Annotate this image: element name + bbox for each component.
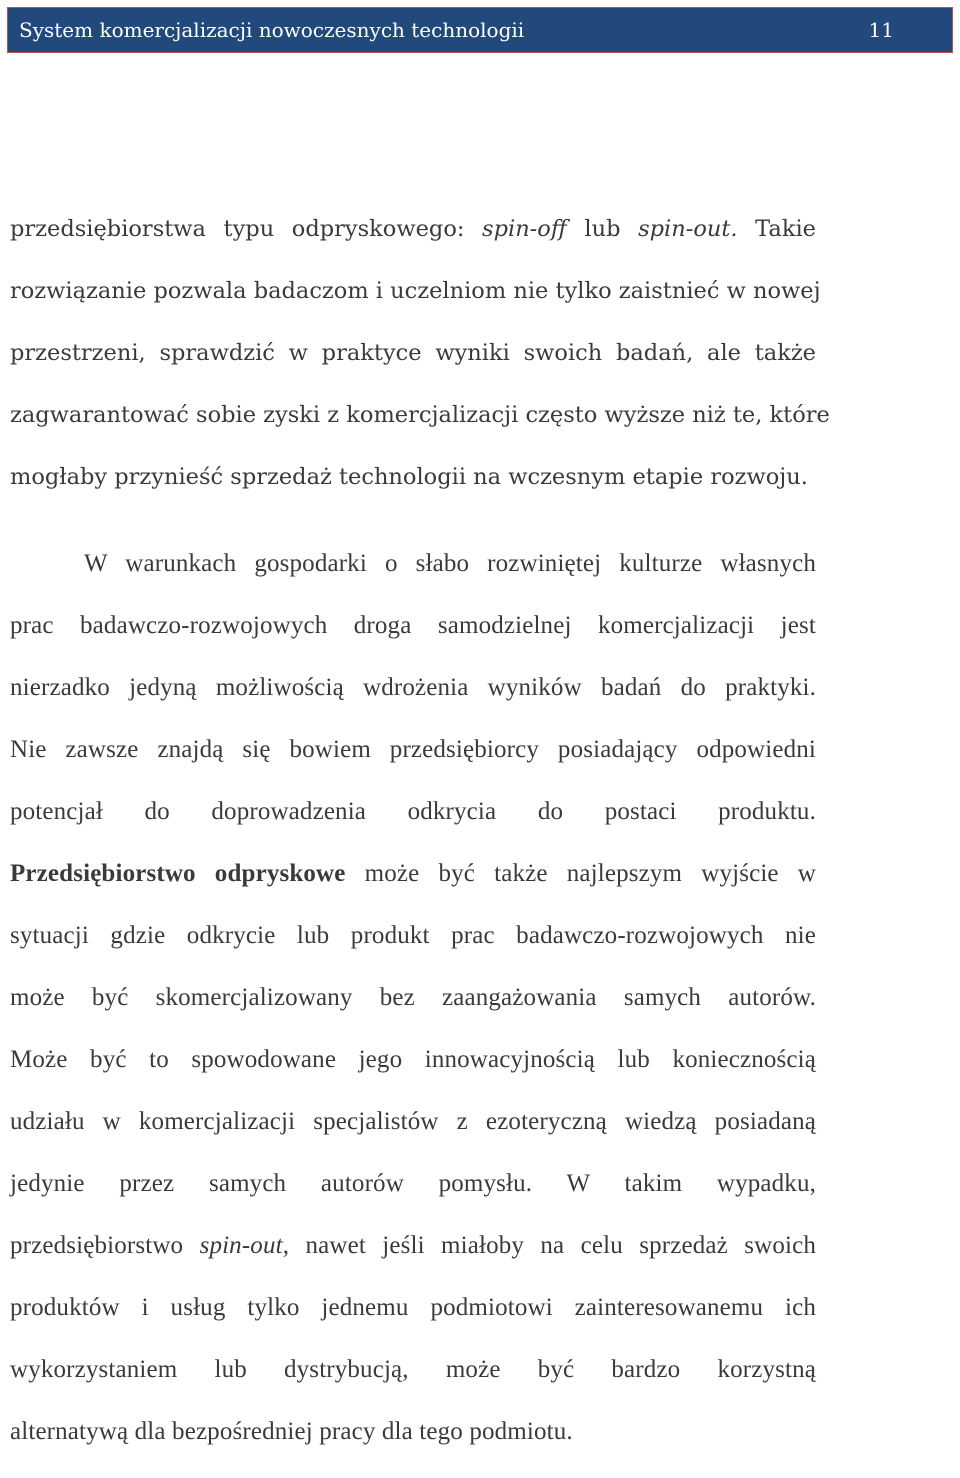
text-line: jedynie przez samych autorów pomysłu. W takim wypadku, [10,1170,816,1197]
text-line: sytuacji gdzie odkrycie lub produkt prac badawczo-rozwojowych nie [10,922,816,949]
bold-term: Przedsiębiorstwo odpryskowe [10,860,346,887]
text-line: prac badawczo-rozwojowych droga samodzielnej komercjalizacji jest [10,612,816,639]
text-line: rozwiązanie pozwala badaczom i uczelniom nie tylko zaistnieć w nowej [10,278,821,304]
text-line: potencjał do doprowadzenia odkrycia do postaci produktu. [10,798,816,825]
paragraph-1 [10,213,830,523]
paragraph-2 [10,548,816,1478]
text-line: zagwarantować sobie zyski z komercjalizacji często wyższe niż te, które [10,402,830,428]
text-line: przestrzeni, sprawdzić w praktyce wyniki swoich badań, ale także [10,340,816,366]
text-line: udziału w komercjalizacji specjalistów z ezoteryczną wiedzą posiadaną [10,1108,816,1135]
header-title: System komercjalizacji nowoczesnych technologii [19,18,525,42]
text-line: W warunkach gospodarki o słabo rozwiniętej kulturze własnych [84,550,816,577]
text-line: Nie zawsze znajdą się bowiem przedsiębiorcy posiadający odpowiedni [10,736,816,763]
text-line: może być skomercjalizowany bez zaangażowania samych autorów. [10,984,816,1011]
text-line: wykorzystaniem lub dystrybucją, może być bardzo korzystną [10,1356,816,1383]
text-line: przedsiębiorstwo spin-out, nawet jeśli miałoby na celu sprzedaż swoich [10,1232,816,1259]
text-line: przedsiębiorstwa typu odpryskowego: spin-off lub spin-out. Takie [10,216,816,242]
text-line: nierzadko jedyną możliwością wdrożenia wyników badań do praktyki. [10,674,816,701]
text-line: produktów i usług tylko jednemu podmiotowi zainteresowanemu ich [10,1294,816,1321]
text-line: alternatywą dla bezpośredniej pracy dla tego podmiotu. [10,1418,573,1445]
page-number: 11 [868,18,894,42]
page-header [7,7,953,53]
text-line: Przedsiębiorstwo odpryskowe może być także najlepszym wyjście w [10,860,816,887]
text-line: mogłaby przynieść sprzedaż technologii na wczesnym etapie rozwoju. [10,464,808,490]
text-line: Może być to spowodowane jego innowacyjnością lub koniecznością [10,1046,816,1073]
